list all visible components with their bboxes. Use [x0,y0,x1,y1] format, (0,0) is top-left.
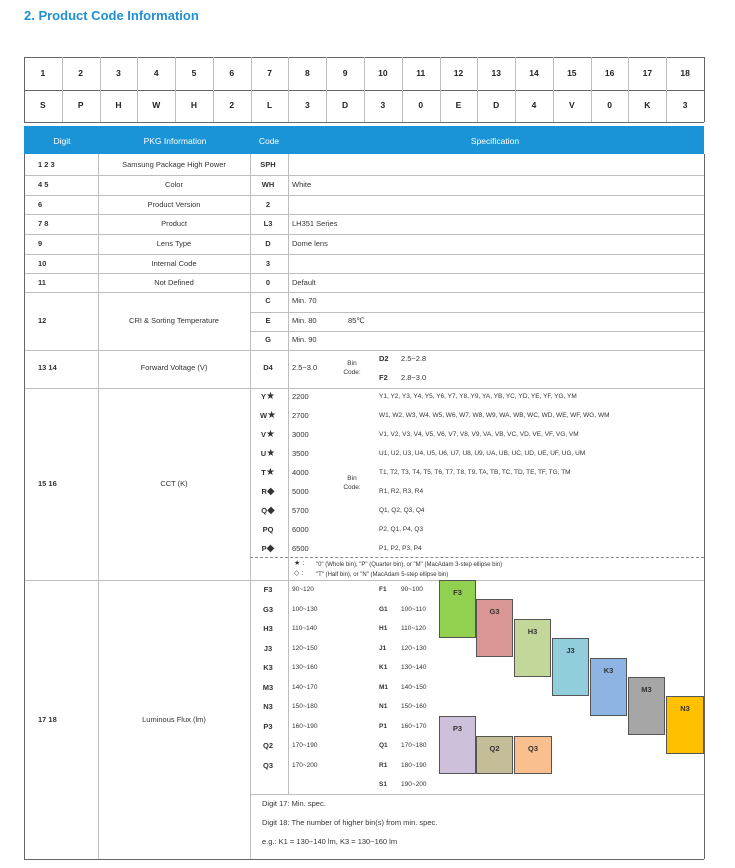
flux-range: 120~150 [292,644,318,652]
grid-line [175,57,176,122]
grid-line [628,57,629,122]
flux-bin: F1 [379,586,387,593]
row-code: WH [261,180,275,189]
digit-number: 4 [153,68,159,78]
section-title: 2. Product Code Information [24,8,199,23]
grid-line [250,794,704,795]
row-spec: LH351 Series [292,219,338,228]
code-letter: 3 [380,100,386,110]
flux-range: 130~160 [292,664,318,671]
grid-line [24,580,704,581]
row-code: 2 [265,200,271,209]
grid-line [704,154,705,859]
code-letter: K [644,100,651,110]
digit-number: 6 [229,68,235,78]
grid-line [24,292,704,293]
grid-line [24,122,704,123]
cct-bins: P2, Q1, P4, Q3 [379,526,424,533]
flux-code: H3 [263,624,273,633]
cct-value: 2200 [292,392,309,401]
digit-number: 10 [378,68,388,78]
cct-code: PQ [262,525,274,534]
code-letter: L [266,100,273,110]
digit-number: 11 [416,68,426,78]
row-spec: Default [292,278,316,287]
code-letter: 0 [418,100,424,110]
row-code: L3 [263,219,273,228]
flux-code: N3 [263,702,273,711]
code-letter: V [568,100,575,110]
star-icon: ★ [266,448,276,459]
grid-line [288,154,289,794]
vf-pkg-info: Forward Voltage (V) [140,363,208,372]
flux-range: 90~120 [292,586,314,593]
cri-spec: Min. 70 [292,296,317,305]
cct-value: 5700 [292,506,309,515]
flux-bin-box: J3 [552,638,589,696]
cri-temperature: 85℃ [348,316,365,325]
row-digit: 9 [38,239,43,248]
diamond-icon: ◆ [266,543,275,554]
diamond-icon: ◆ [267,505,275,516]
digit-number: 5 [191,68,197,78]
flux-pkg-info: Luminous Flux (lm) [142,715,206,724]
digit-number: 2 [78,68,84,78]
cct-note: "T" (Half bin), or "N" (MacAdam 5-step ellipse bin) [316,572,449,578]
grid-line [402,57,403,122]
vf-bin-range: 2.8~3.0 [401,373,427,382]
flux-bin-box: Q3 [514,736,552,774]
grid-line [24,859,704,860]
flux-bin-range: 100~110 [401,605,427,613]
flux-bin: R1 [379,761,388,769]
vf-bin-label: Code: [343,369,361,376]
grid-line [440,57,441,122]
grid-line [213,57,214,122]
row-code: 0 [265,278,271,287]
cct-bins: R1, R2, R3, R4 [379,488,424,495]
flux-bin: M1 [379,683,389,691]
row-pkg-info: Product Version [147,200,201,209]
flux-range: 170~190 [292,742,318,749]
grid-line [477,57,478,122]
row-digit: 11 [38,278,46,287]
flux-bin: J1 [379,644,387,652]
code-letter: S [40,100,46,110]
vf-range: 2.5~3.0 [292,363,318,372]
digit-number: 15 [567,68,577,78]
cct-code: R◆ [261,486,275,497]
cct-value: 4000 [292,468,309,477]
flux-bin-box: H3 [514,619,551,677]
flux-bin-box: G3 [476,599,513,657]
flux-code: G3 [262,604,274,614]
grid-line [666,57,667,122]
flux-range: 150~180 [292,703,318,710]
digit-number: 14 [529,68,539,78]
cri-pkg-info: CRI & Sorting Temperature [129,316,219,325]
cct-bins: V1, V2, V3, V4, V5, V6, V7, V8, V9, VA, VB, VC, VD, VE, VF, VG, VM [379,431,579,438]
flux-code: K3 [263,663,273,672]
grid-line [515,57,516,122]
grid-line [250,154,251,859]
grid-line [250,331,704,332]
flux-bin-range: 140~150 [401,683,427,691]
grid-line [24,388,704,389]
vf-bin-code: F2 [379,373,388,382]
grid-line [24,350,704,351]
grid-line [250,312,704,313]
cct-code: T★ [261,467,275,478]
cct-value: 6000 [292,525,309,534]
header-pkg: PKG Information [143,136,207,146]
grid-line [24,214,704,215]
flux-code: M3 [262,682,274,692]
cct-bins: T1, T2, T3, T4, T5, T6, T7, T8, T9, TA, TB, TC, TD, TE, TF, TG, TM [379,469,571,476]
code-letter: 4 [531,100,537,110]
flux-range: 140~170 [292,683,318,691]
code-letter: P [77,100,84,110]
row-digit: 1 2 3 [38,160,55,169]
grid-line [100,57,101,122]
header-spec: Specification [470,136,520,146]
grid-line [553,57,554,122]
digit-number: 13 [491,68,501,78]
digit-number: 7 [267,68,272,78]
grid-line [591,57,592,122]
flux-bin: K1 [379,664,388,671]
flux-bin-range: 90~100 [401,586,423,593]
cct-bins: W1, W2, W3, W4, W5, W6, W7, W8, W9, WA, WB, WC, WD, WE, WF, WG, WM [379,412,610,419]
grid-line [24,57,25,122]
grid-line [24,273,704,274]
flux-range: 110~140 [292,625,318,632]
grid-line [288,57,289,122]
cct-code: Q◆ [261,505,275,516]
digit-number: 9 [342,68,348,78]
cct-digit: 15 16 [38,479,57,488]
flux-bin: P1 [379,722,387,730]
flux-bin: Q1 [379,742,388,749]
row-pkg-info: Not Defined [154,278,194,287]
row-pkg-info: Lens Type [156,239,192,248]
flux-range: 100~130 [292,605,318,613]
row-pkg-info: Internal Code [151,259,197,268]
grid-line [98,154,99,859]
flux-bin-box: M3 [628,677,665,735]
flux-bin-range: 160~170 [401,722,427,730]
grid-line [24,175,704,176]
code-letter: D [493,100,500,110]
row-code: D [265,239,271,248]
row-spec: White [292,180,312,189]
diamond-icon: ◆ [266,486,275,497]
grid-line [24,154,25,859]
flux-bin-range: 120~130 [401,644,427,652]
grid-line [24,254,704,255]
cct-code: Y★ [261,391,275,402]
flux-bin: N1 [379,703,388,710]
header-code: Code [258,136,280,146]
row-pkg-info: Color [165,180,183,189]
cct-pkg-info: CCT (K) [160,479,188,488]
code-letter: 0 [607,100,612,110]
grid-line [326,57,327,122]
row-code: 3 [265,259,271,268]
flux-code: P3 [263,721,273,731]
grid-line [364,57,365,122]
cct-bins: U1, U2, U3, U4, U5, U6, U7, U8, U9, UA, UB, UC, UD, UE, UF, UG, UM [379,450,586,457]
star-icon: ★ [265,467,275,478]
vf-code: D4 [263,363,273,372]
cct-value: 3500 [292,449,309,458]
vf-bin-code: D2 [379,354,389,363]
flux-bin-range: 180~190 [401,761,427,769]
flux-code: Q2 [262,741,274,750]
flux-code: F3 [263,585,273,594]
digit-number: 18 [680,68,690,78]
flux-bin-box: Q2 [476,736,513,774]
grid-line [137,57,138,122]
digit-number: 12 [453,68,464,78]
flux-bin-box: P3 [439,716,476,774]
grid-line [250,557,704,558]
code-letter: 2 [229,100,235,110]
row-spec: Dome lens [292,239,328,248]
code-letter: H [190,100,198,110]
vf-bin-label: Bin [347,360,357,367]
star-icon: ★ [267,410,277,421]
digit-number: 8 [304,68,310,78]
row-digit: 6 [38,200,43,209]
grid-line [62,57,63,122]
code-letter: 3 [304,100,310,110]
flux-bin-box: F3 [439,580,476,638]
cct-bin-label: Bin [347,475,357,482]
cct-bins: Q1, Q2, Q3, Q4 [379,507,425,514]
code-letter: E [455,100,462,110]
cct-note: "0" (Whole bin), "P" (Quarter bin), or "M" (MacAdam 3-step ellipse bin) [316,562,503,568]
flux-range: 160~190 [292,722,318,730]
grid-line [704,57,705,122]
code-letter: 3 [682,100,688,110]
diamond-icon: ◇ : [294,570,304,577]
cct-code: V★ [261,429,275,440]
row-digit: 4 5 [38,180,49,189]
row-pkg-info: Samsung Package High Power [122,160,226,169]
grid-line [24,234,704,235]
cri-spec: Min. 80 [292,316,317,325]
flux-range: 170~200 [292,761,318,769]
flux-bin-range: 190~200 [401,781,427,788]
row-digit: 10 [38,259,47,268]
flux-bin-box: N3 [666,696,704,754]
flux-note-digit17: Digit 17: Min. spec. [262,799,326,808]
cct-code: P◆ [261,543,275,554]
flux-code: Q3 [262,760,274,770]
cri-code: E [265,316,271,325]
grid-line [251,57,252,122]
flux-bin: S1 [379,781,387,788]
digit-number: 1 [40,68,46,78]
flux-code: J3 [263,643,273,653]
flux-bin-range: 150~160 [401,703,427,710]
flux-bin: G1 [379,605,388,613]
cri-code: C [265,296,271,305]
row-digit: 7 8 [38,219,49,228]
code-letter: H [115,100,122,110]
flux-note-digit18: Digit 18: The number of higher bin(s) from min. spec. [262,818,438,827]
flux-bin-range: 110~120 [401,625,427,632]
star-icon: ★ [266,391,275,402]
flux-bin-range: 130~140 [401,664,427,671]
cct-bins: Y1, Y2, Y3, Y4, Y5, Y6, Y7, Y8, Y9, YA, YB, YC, YD, YE, YF, YG, YM [379,393,577,400]
star-icon: ★ : [294,560,305,567]
flux-digit: 17 18 [38,715,57,724]
header-digit: Digit [53,136,71,146]
digit-number: 16 [604,68,615,78]
vf-bin-range: 2.5~2.8 [401,354,427,363]
code-letter: D [342,100,349,110]
star-icon: ★ [266,429,275,440]
table-header [24,126,704,154]
cct-value: 2700 [292,411,309,420]
cri-digit: 12 [38,316,47,325]
code-letter: W [152,100,161,110]
cct-code: W★ [259,410,277,421]
cct-bin-label: Code: [343,484,361,491]
cct-value: 3000 [292,430,309,439]
cri-spec: Min. 90 [292,335,317,344]
cct-bins: P1, P2, P3, P4 [379,545,422,552]
cct-code: U★ [260,448,276,459]
flux-bin: H1 [379,625,388,632]
grid-line [24,195,704,196]
row-pkg-info: Product [161,219,187,228]
digit-number: 3 [116,68,121,78]
cct-value: 6500 [292,544,309,553]
cct-value: 5000 [292,487,309,496]
row-code: SPH [260,160,276,169]
vf-digit: 13 14 [38,363,57,372]
flux-note-example: e.g.: K1 = 130~140 lm, K3 = 130~160 lm [262,837,398,846]
cri-code: G [265,335,271,344]
flux-bin-box: K3 [590,658,627,716]
flux-bin-range: 170~180 [401,742,427,749]
digit-number: 17 [642,68,653,78]
